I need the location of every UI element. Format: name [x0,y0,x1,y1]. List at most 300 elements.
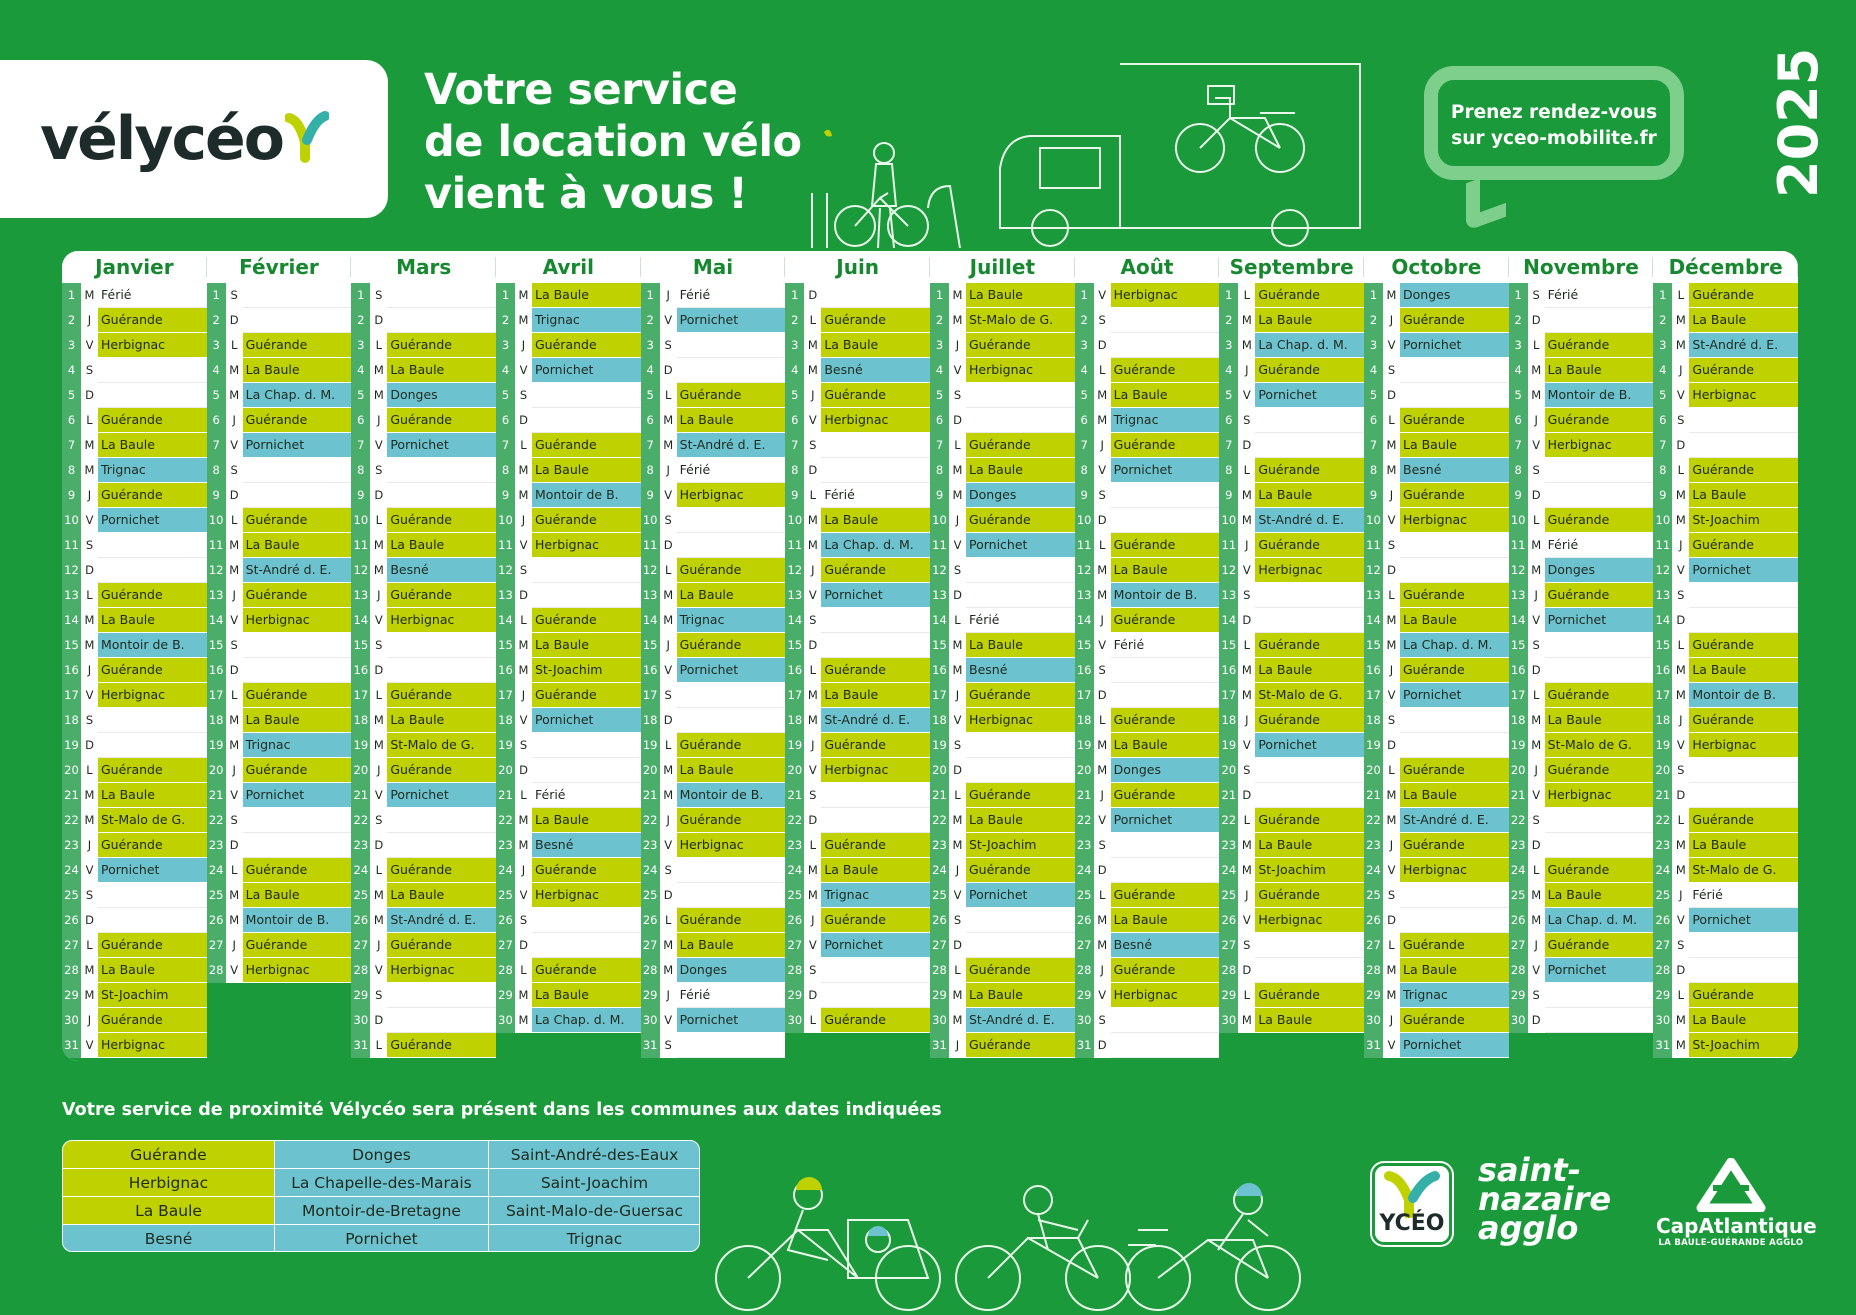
day-empty [821,283,930,308]
day-number: 6 [1075,408,1094,433]
weekday-letter: D [660,708,677,733]
day-row [1509,858,1654,883]
weekday-letter: S [81,883,98,908]
day-row [351,458,496,483]
day-commune: La Baule [821,858,930,883]
weekday-letter: V [1094,458,1111,483]
weekday-letter: S [1383,883,1400,908]
saint-nazaire-agglo-logo [1478,1151,1612,1247]
day-number: 30 [1075,1008,1094,1033]
day-row [1509,758,1654,783]
day-number: 2 [785,308,804,333]
day-commune: La Baule [243,358,352,383]
day-empty [1545,308,1654,333]
weekday-letter: J [1383,308,1400,333]
day-empty [677,1033,786,1058]
day-number: 26 [930,908,949,933]
weekday-letter: L [949,433,966,458]
day-number: 26 [351,908,370,933]
weekday-letter: L [81,583,98,608]
day-row [207,533,352,558]
weekday-letter: L [804,308,821,333]
day-commune: Pornichet [1255,383,1364,408]
weekday-letter: J [949,333,966,358]
day-number: 11 [785,533,804,558]
day-row [62,758,207,783]
weekday-letter: V [1383,508,1400,533]
weekday-letter: V [804,583,821,608]
weekday-letter: L [370,1033,387,1058]
weekday-letter: S [1528,283,1545,308]
weekday-letter: M [804,708,821,733]
weekday-letter: L [1383,583,1400,608]
day-commune: Guérande [821,658,930,683]
weekday-letter: D [81,908,98,933]
day-commune: Trignac [243,733,352,758]
day-row [62,733,207,758]
weekday-letter: S [804,783,821,808]
day-commune: Besné [532,833,641,858]
weekday-letter: M [660,783,677,808]
weekday-letter: S [1094,833,1111,858]
day-number: 12 [1219,558,1238,583]
day-row [1364,558,1509,583]
weekday-letter: D [1238,608,1255,633]
day-row [496,933,641,958]
day-number: 15 [785,633,804,658]
weekday-letter: D [660,883,677,908]
day-row [930,408,1075,433]
day-row [207,908,352,933]
day-number: 4 [207,358,226,383]
day-commune: La Baule [1111,733,1220,758]
day-row [62,958,207,983]
capa-sub: LA BAULE-GUÉRANDE AGGLO [1658,1238,1804,1248]
day-empty [1400,383,1509,408]
day-number: 18 [207,708,226,733]
appointment-bubble[interactable] [1424,66,1684,180]
day-row [1364,383,1509,408]
weekday-letter: L [1238,283,1255,308]
day-empty [387,458,496,483]
day-commune: La Baule [1255,308,1364,333]
day-commune: Guérande [532,858,641,883]
day-row [1653,958,1798,983]
day-number: 16 [351,658,370,683]
legend-commune: Besné [63,1225,275,1252]
day-commune: Donges [1545,558,1654,583]
day-row [785,308,930,333]
day-empty [532,408,641,433]
day-number: 16 [785,658,804,683]
day-number: 6 [1364,408,1383,433]
weekday-letter: J [1383,658,1400,683]
day-commune: St-Malo de G. [1545,733,1654,758]
day-commune: Besné [966,658,1075,683]
day-commune: Guérande [1400,658,1509,683]
day-row [785,633,930,658]
day-commune: St-André d. E. [677,433,786,458]
weekday-letter: M [1094,558,1111,583]
day-row [785,608,930,633]
weekday-letter: S [1238,408,1255,433]
weekday-letter: V [81,1033,98,1058]
day-number: 23 [351,833,370,858]
day-row [1653,283,1798,308]
day-number: 23 [62,833,81,858]
day-number: 25 [1364,883,1383,908]
day-empty [966,933,1075,958]
day-row [1509,1008,1654,1033]
day-row [496,308,641,333]
day-commune: Guérande [532,333,641,358]
day-commune: Guérande [1400,833,1509,858]
day-commune: Pornichet [98,858,207,883]
day-number: 26 [1219,908,1238,933]
day-row [930,283,1075,308]
capatlantique-logo [1656,1158,1817,1248]
day-number: 25 [785,883,804,908]
day-row [1509,608,1654,633]
weekday-letter: M [1672,683,1689,708]
day-commune: La Baule [1400,608,1509,633]
weekday-letter: V [1528,433,1545,458]
day-row [1509,683,1654,708]
day-row [1219,708,1364,733]
delivery-van-illustration [810,58,1370,253]
weekday-letter: M [515,483,532,508]
day-number: 24 [1509,858,1528,883]
weekday-letter: D [1238,783,1255,808]
day-empty [243,633,352,658]
day-number: 19 [1509,733,1528,758]
weekday-letter: V [949,358,966,383]
day-number: 26 [62,908,81,933]
day-commune: Pornichet [243,783,352,808]
day-empty [1255,783,1364,808]
day-empty [1400,883,1509,908]
weekday-letter: M [226,708,243,733]
day-row [207,283,352,308]
weekday-letter: M [1383,283,1400,308]
day-number: 20 [1219,758,1238,783]
day-row [207,408,352,433]
legend-commune: Saint-Malo-de-Guersac [489,1197,700,1225]
day-empty [1111,658,1220,683]
weekday-letter: S [515,558,532,583]
day-row [1364,708,1509,733]
day-number: 28 [641,958,660,983]
day-commune: Pornichet [532,358,641,383]
day-commune: Férié [1545,533,1654,558]
weekday-letter: M [660,408,677,433]
day-number: 29 [1219,983,1238,1008]
day-commune: Guérande [1545,683,1654,708]
day-commune: Herbignac [677,483,786,508]
day-number: 27 [1364,933,1383,958]
weekday-letter: J [226,408,243,433]
day-number: 14 [1075,608,1094,633]
weekday-letter: M [949,808,966,833]
weekday-letter: M [81,958,98,983]
day-number: 25 [207,883,226,908]
day-row [1219,458,1364,483]
day-commune: Guérande [243,508,352,533]
day-number: 10 [1653,508,1672,533]
day-number: 19 [1364,733,1383,758]
day-commune: Férié [532,783,641,808]
day-number: 4 [641,358,660,383]
day-row [1219,908,1364,933]
day-commune: Guérande [98,758,207,783]
day-row [930,358,1075,383]
day-number: 15 [1219,633,1238,658]
weekday-letter: J [1238,533,1255,558]
day-row [496,658,641,683]
day-commune: La Chap. d. M. [1400,633,1509,658]
day-empty [1400,558,1509,583]
day-commune: Montoir de B. [243,908,352,933]
day-commune: Guérande [387,758,496,783]
day-number: 24 [351,858,370,883]
weekday-letter: M [81,633,98,658]
day-row [1653,333,1798,358]
day-commune: Pornichet [387,783,496,808]
day-commune: Herbignac [1400,508,1509,533]
day-number: 13 [207,583,226,608]
day-row [930,583,1075,608]
day-row [62,633,207,658]
day-row [496,983,641,1008]
weekday-letter: J [1672,883,1689,908]
day-row [930,383,1075,408]
day-number: 11 [1075,533,1094,558]
day-number: 5 [1219,383,1238,408]
weekday-letter: V [949,708,966,733]
weekday-letter: J [1528,933,1545,958]
day-row [62,283,207,308]
day-number: 16 [1364,658,1383,683]
day-row [1364,833,1509,858]
weekday-letter: V [226,433,243,458]
day-row [62,508,207,533]
day-row [1509,283,1654,308]
day-number: 12 [62,558,81,583]
month-name: Juin [785,251,930,283]
day-row [62,808,207,833]
day-commune: Pornichet [1400,333,1509,358]
day-number: 30 [641,1008,660,1033]
weekday-letter: S [660,333,677,358]
day-number: 14 [351,608,370,633]
day-empty [1545,658,1654,683]
weekday-letter: D [515,933,532,958]
day-number: 28 [1509,958,1528,983]
weekday-letter: L [1528,683,1545,708]
weekday-letter: J [1094,783,1111,808]
day-number: 9 [785,483,804,508]
day-number: 28 [351,958,370,983]
day-empty [1545,983,1654,1008]
day-commune: Pornichet [677,658,786,683]
day-number: 30 [1653,1008,1672,1033]
day-number: 27 [496,933,515,958]
weekday-letter: M [515,833,532,858]
day-row [351,358,496,383]
day-row [62,608,207,633]
day-row [62,1033,207,1058]
day-commune: Guérande [98,408,207,433]
day-row [62,383,207,408]
weekday-letter: M [1094,408,1111,433]
brand-logo-text: vélycéo [40,104,283,174]
day-commune: Trignac [1400,983,1509,1008]
day-number: 3 [351,333,370,358]
weekday-letter: V [804,408,821,433]
day-number: 16 [1075,658,1094,683]
day-number: 1 [1364,283,1383,308]
weekday-letter: V [370,783,387,808]
day-row [207,733,352,758]
day-commune: Herbignac [98,1033,207,1058]
day-row [1653,808,1798,833]
weekday-letter: J [81,833,98,858]
day-number: 19 [1653,733,1672,758]
day-row [785,408,930,433]
weekday-letter: M [804,333,821,358]
weekday-letter: V [81,858,98,883]
weekday-letter: J [1094,433,1111,458]
day-commune: St-André d. E. [1689,333,1798,358]
day-row [785,833,930,858]
weekday-letter: L [515,433,532,458]
day-empty [1111,683,1220,708]
weekday-letter: M [1672,483,1689,508]
day-commune: Donges [1400,283,1509,308]
day-number: 27 [785,933,804,958]
weekday-letter: D [226,308,243,333]
day-row [1219,608,1364,633]
day-row [351,383,496,408]
month-name: Décembre [1653,251,1798,283]
day-row [62,933,207,958]
day-number: 17 [641,683,660,708]
day-row [207,433,352,458]
day-commune: St-André d. E. [1255,508,1364,533]
day-commune: Herbignac [1111,983,1220,1008]
day-row [496,758,641,783]
weekday-letter: D [370,483,387,508]
legend-commune: La Chapelle-des-Marais [275,1169,489,1197]
weekday-letter: M [1672,858,1689,883]
day-number: 17 [1075,683,1094,708]
weekday-letter: D [660,358,677,383]
weekday-letter: L [226,333,243,358]
day-row [1075,458,1220,483]
day-number: 20 [1075,758,1094,783]
day-number: 23 [1509,833,1528,858]
day-row [641,1008,786,1033]
day-row [930,933,1075,958]
yceo-logo [1372,1163,1452,1245]
day-row [1219,758,1364,783]
day-empty [532,383,641,408]
day-commune: Guérande [821,308,930,333]
day-number: 14 [1219,608,1238,633]
day-row [351,608,496,633]
weekday-letter: M [804,358,821,383]
day-commune: Pornichet [677,1008,786,1033]
day-row [641,583,786,608]
day-commune: La Baule [1689,833,1798,858]
day-empty [387,483,496,508]
weekday-letter: V [370,433,387,458]
day-commune: Guérande [677,908,786,933]
day-number: 28 [1075,958,1094,983]
day-row [496,1008,641,1033]
day-number: 29 [1075,983,1094,1008]
day-number: 1 [785,283,804,308]
day-commune: Donges [677,958,786,983]
day-row [1653,983,1798,1008]
day-commune: Besné [387,558,496,583]
day-number: 18 [1364,708,1383,733]
weekday-letter: D [1528,833,1545,858]
day-row [351,758,496,783]
day-number: 20 [641,758,660,783]
day-number: 3 [207,333,226,358]
weekday-letter: D [370,1008,387,1033]
weekday-letter: V [1383,683,1400,708]
weekday-letter: J [949,508,966,533]
day-number: 15 [1364,633,1383,658]
day-number: 13 [1075,583,1094,608]
month-0 [62,251,207,1061]
day-commune: Guérande [677,733,786,758]
day-empty [821,633,930,658]
day-empty [98,358,207,383]
day-commune: St-Joachim [966,833,1075,858]
year-label: 2025 [1767,47,1830,198]
day-number: 28 [62,958,81,983]
weekday-letter: M [515,808,532,833]
day-row [1653,458,1798,483]
day-commune: La Baule [1545,883,1654,908]
day-commune: La Chap. d. M. [1545,908,1654,933]
day-commune: Guérande [1545,408,1654,433]
day-number: 27 [207,933,226,958]
day-number: 11 [1364,533,1383,558]
day-row [496,458,641,483]
day-number: 24 [1075,858,1094,883]
day-number: 25 [1653,883,1672,908]
day-row [641,908,786,933]
month-4 [641,251,786,1061]
day-row [641,858,786,883]
day-empty [387,983,496,1008]
day-row [351,1033,496,1058]
day-row [641,933,786,958]
day-row [496,833,641,858]
day-row [1075,733,1220,758]
day-commune: Guérande [1545,583,1654,608]
day-number: 9 [1509,483,1528,508]
weekday-letter: V [1672,383,1689,408]
day-commune: La Baule [1400,958,1509,983]
day-commune: Guérande [243,758,352,783]
day-row [1509,383,1654,408]
weekday-letter: V [370,608,387,633]
